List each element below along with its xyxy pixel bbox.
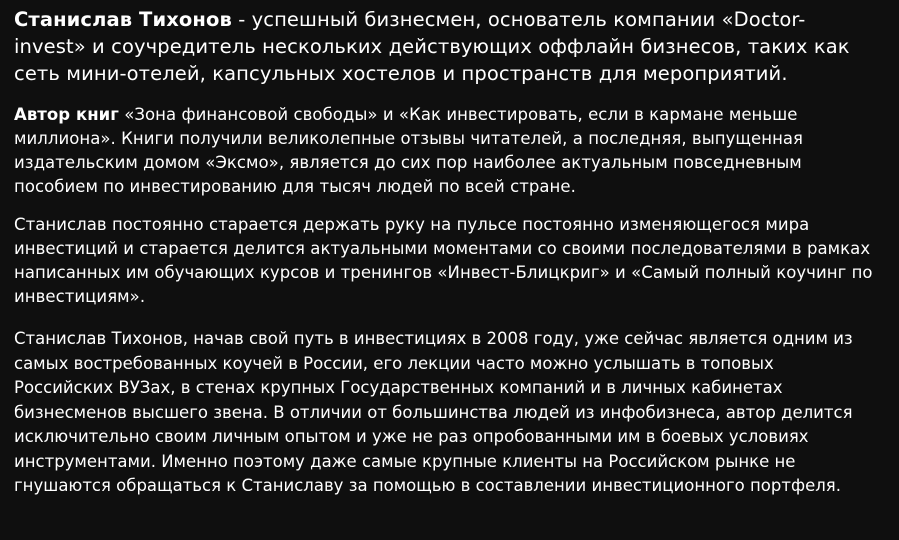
paragraph-books <box>14 103 877 199</box>
paragraph-books-text: «Зона финансовой свободы» и «Как инвестировать, если в кармане меньше миллиона». Книги получили великолепные отзывы читателей, а последняя, выпущенная издательским домом «Эксмо», является до сих пор наиболее актуальным повседневным пособием по инвестированию для тысяч людей по всей стране. <box>14 105 804 196</box>
person-name: Станислав Тихонов <box>14 8 232 31</box>
paragraph-lead-text: - успешный бизнесмен, основатель компании «Doctor-invest» и соучредитель нескольких действующих оффлайн бизнесов, таких как сеть мини-отелей, капсульных хостелов и пространств для мероприятий. <box>14 8 850 85</box>
books-label: Автор книг <box>14 105 119 124</box>
paragraph-pulse: Станислав постоянно старается держать руку на пульсе постоянно изменяющегося мира инвестиций и старается делится актуальными моментами со своими последователями в рамках написанных им обучающих курсов и тренингов «Инвест-Блицкриг» и «Самый полный коучинг по инвестициям». <box>14 215 873 306</box>
paragraph-career: Станислав Тихонов, начав свой путь в инвестициях в 2008 году, уже сейчас является одним из самых востребованных коучей в России, его лекции часто можно услышать в топовых Российских ВУЗах, в стенах крупных Государственных компаний и в личных кабинетах бизнесменов высшего звена. В отличии от большинства людей из инфобизнеса, автор делится исключительно своим личным опытом и уже не раз опробованными им в боевых условиях инструментами. Именно поэтому даже самые крупные клиенты на Российском рынке не гнушаются обращаться к Станиславу за помощью в составлении инвестиционного портфеля. <box>14 329 853 495</box>
paragraph-lead <box>14 6 877 87</box>
